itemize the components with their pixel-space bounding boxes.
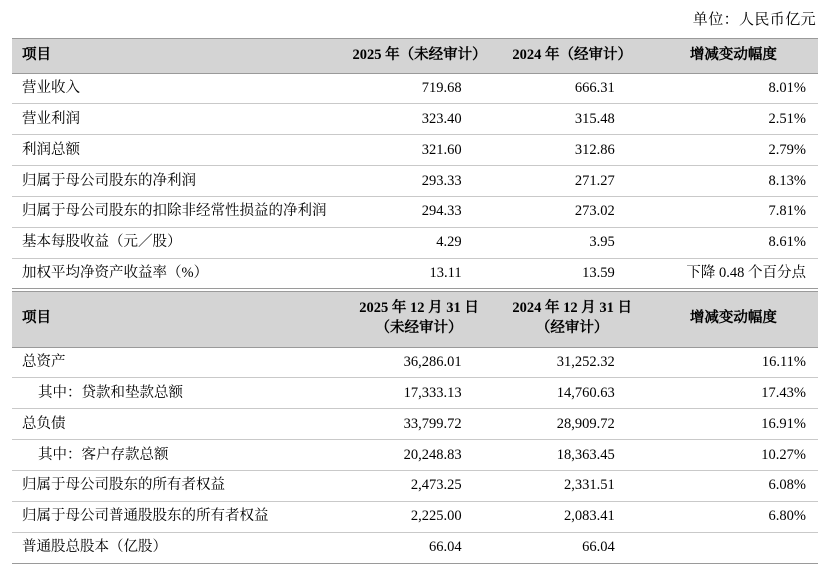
row-value-2025: 2,225.00 (342, 501, 495, 532)
row-change: 16.91% (649, 409, 818, 440)
row-change: 17.43% (649, 378, 818, 409)
unit-note: 单位：人民币亿元 (692, 12, 816, 28)
row-value-2025: 293.33 (342, 166, 495, 197)
table-row (12, 73, 818, 104)
table-row (12, 501, 818, 532)
row-value-2025: 294.33 (342, 196, 495, 227)
row-item-label: 归属于母公司股东的净利润 (12, 166, 342, 197)
row-value-2025: 36,286.01 (342, 347, 495, 378)
table-row (12, 135, 818, 166)
row-change: 2.79% (649, 135, 818, 166)
income-table-header (12, 39, 818, 74)
income-statement-table (12, 38, 818, 289)
row-change: 16.11% (649, 347, 818, 378)
balance-table-header (12, 292, 818, 347)
row-value-2024: 666.31 (496, 73, 649, 104)
row-value-2024: 13.59 (496, 258, 649, 289)
table-header-row (12, 39, 818, 74)
income-header-item: 项目 (12, 39, 342, 74)
row-value-2025: 66.04 (342, 532, 495, 563)
table-row (12, 440, 818, 471)
table-row (12, 378, 818, 409)
row-value-2025: 33,799.72 (342, 409, 495, 440)
table-row (12, 104, 818, 135)
row-value-2024: 3.95 (496, 227, 649, 258)
row-change: 7.81% (649, 196, 818, 227)
row-value-2025: 4.29 (342, 227, 495, 258)
table-row (12, 532, 818, 563)
balance-header-col2-line2: （经审计） (535, 320, 609, 337)
table-row (12, 166, 818, 197)
row-value-2024: 66.04 (496, 532, 649, 563)
balance-header-item: 项目 (12, 292, 342, 347)
row-value-2025: 2,473.25 (342, 470, 495, 501)
row-item-label: 归属于母公司股东的所有者权益 (12, 470, 342, 501)
row-item-label: 营业利润 (12, 104, 342, 135)
row-change: 2.51% (649, 104, 818, 135)
balance-header-col2 (496, 292, 649, 347)
row-item-label: 归属于母公司普通股股东的所有者权益 (12, 501, 342, 532)
table-row (12, 258, 818, 289)
table-row (12, 470, 818, 501)
row-item-label: 归属于母公司股东的扣除非经常性损益的净利润 (12, 196, 342, 227)
row-change: 8.13% (649, 166, 818, 197)
row-value-2024: 2,331.51 (496, 470, 649, 501)
table-header-row (12, 292, 818, 347)
row-change (649, 532, 818, 563)
row-item-label: 其中：客户存款总额 (12, 440, 342, 471)
row-change: 6.08% (649, 470, 818, 501)
row-value-2025: 20,248.83 (342, 440, 495, 471)
row-item-label: 营业收入 (12, 73, 342, 104)
row-change: 8.61% (649, 227, 818, 258)
row-change: 8.01% (649, 73, 818, 104)
balance-table-body (12, 347, 818, 563)
row-item-label: 总负债 (12, 409, 342, 440)
income-table-body (12, 73, 818, 289)
row-value-2025: 323.40 (342, 104, 495, 135)
row-value-2025: 719.68 (342, 73, 495, 104)
table-row (12, 227, 818, 258)
balance-header-change: 增减变动幅度 (649, 292, 818, 347)
row-value-2024: 312.86 (496, 135, 649, 166)
row-item-label: 利润总额 (12, 135, 342, 166)
balance-header-col2-line1: 2024 年 12 月 31 日 (512, 300, 632, 317)
balance-header-col1 (342, 292, 495, 347)
row-change: 下降 0.48 个百分点 (649, 258, 818, 289)
row-value-2024: 18,363.45 (496, 440, 649, 471)
income-header-col2: 2024 年（经审计） (496, 39, 649, 74)
row-change: 6.80% (649, 501, 818, 532)
row-value-2024: 271.27 (496, 166, 649, 197)
table-row (12, 347, 818, 378)
row-value-2025: 13.11 (342, 258, 495, 289)
row-item-label: 其中：贷款和垫款总额 (12, 378, 342, 409)
row-value-2024: 315.48 (496, 104, 649, 135)
row-value-2024: 273.02 (496, 196, 649, 227)
row-value-2024: 2,083.41 (496, 501, 649, 532)
row-item-label: 基本每股收益（元／股） (12, 227, 342, 258)
income-header-change: 增减变动幅度 (649, 39, 818, 74)
income-header-col1: 2025 年（未经审计） (342, 39, 495, 74)
row-value-2024: 14,760.63 (496, 378, 649, 409)
balance-header-col1-line1: 2025 年 12 月 31 日 (359, 300, 479, 317)
row-value-2024: 28,909.72 (496, 409, 649, 440)
balance-sheet-table (12, 291, 818, 563)
row-value-2024: 31,252.32 (496, 347, 649, 378)
table-row (12, 409, 818, 440)
row-value-2025: 17,333.13 (342, 378, 495, 409)
row-item-label: 普通股总股本（亿股） (12, 532, 342, 563)
row-value-2025: 321.60 (342, 135, 495, 166)
row-item-label: 总资产 (12, 347, 342, 378)
row-item-label: 加权平均净资产收益率（%） (12, 258, 342, 289)
row-change: 10.27% (649, 440, 818, 471)
balance-header-col1-line2: （未经审计） (375, 320, 463, 337)
table-row (12, 196, 818, 227)
